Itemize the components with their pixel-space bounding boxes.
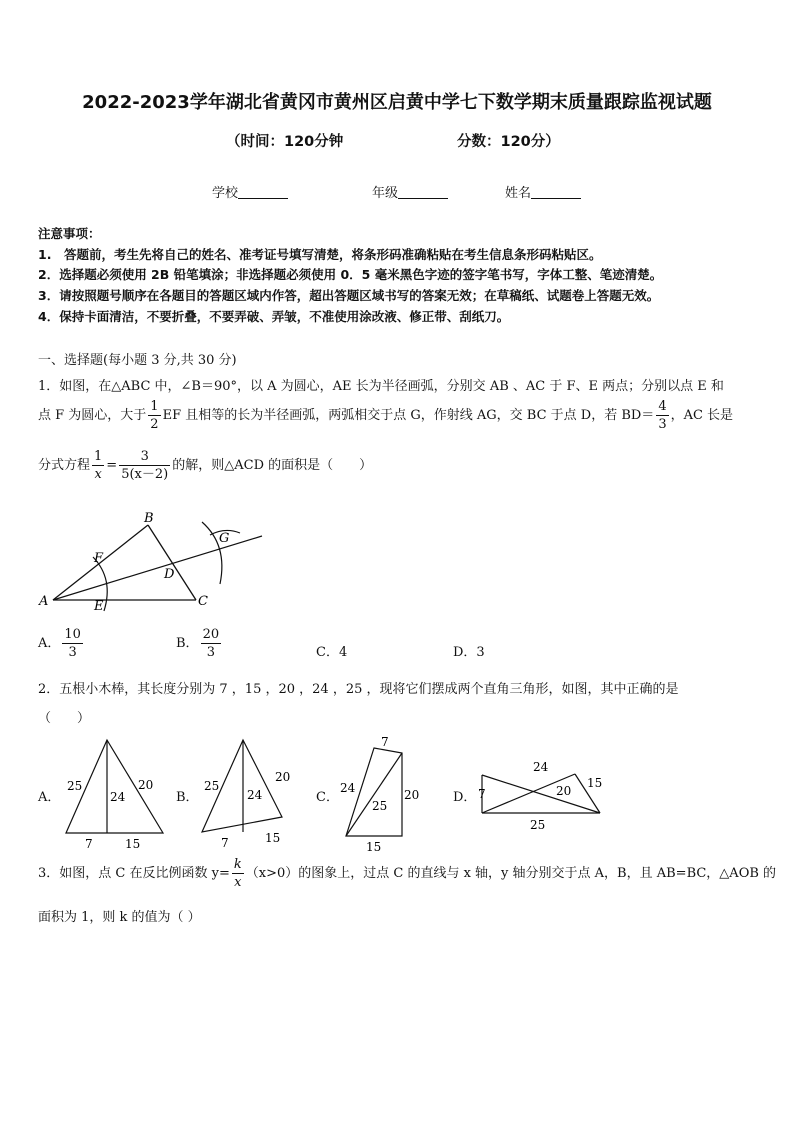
q1-line1: 1．如图，在△ABC 中，∠B＝90°，以 A 为圆心，AE 长为半径画弧，分别交 AB 、AC 于 F、E 两点；分别以点 E 和 — [38, 379, 724, 394]
q2-line2: （ ） — [38, 711, 91, 726]
side-label: 15 — [125, 837, 141, 850]
side-label: 24 — [340, 781, 356, 795]
side-label: 25 — [204, 779, 220, 793]
frac-numerator: 3 — [119, 450, 170, 466]
label-b: B — [144, 511, 154, 526]
q3-line1-a: 3．如图，点 C 在反比例函数 y= — [38, 866, 230, 881]
side-label: 20 — [404, 788, 420, 802]
q1-line2-a: 点 F 为圆心，大于 — [38, 408, 147, 423]
q2-line1: 2．五根小木棒，其长度分别为 7 ，15 ，20 ，24 ，25 ，现将它们摆成两个直角三角形，如图，其中正确的是 — [38, 682, 679, 697]
label-a: A — [39, 594, 49, 609]
frac-denominator: 5(x－2) — [121, 467, 169, 482]
diagonal-1 — [482, 775, 603, 813]
q1-line2 — [38, 400, 733, 431]
school-blank — [238, 185, 288, 199]
q1-option-a[interactable] — [38, 628, 85, 659]
label-e: E — [94, 599, 104, 614]
frac-numerator: 1 — [94, 449, 103, 464]
frac-denominator: 3 — [206, 645, 215, 660]
name-blank — [531, 185, 581, 199]
q2-option-a-label[interactable]: A． — [38, 790, 61, 805]
school-field — [212, 182, 288, 201]
notice-item-3: 3．请按照题号顺序在各题目的答题区域内作答，超出答题区域书写的答案无效；在草稿纸、试题卷上答题无效。 — [38, 288, 660, 303]
side-label: 20 — [556, 784, 572, 798]
notice-heading: 注意事项： — [38, 226, 101, 241]
q2-option-c-label[interactable]: C． — [316, 790, 339, 805]
section-heading: 一、选择题(每小题 3 分,共 30 分) — [38, 353, 237, 368]
time-label: （时间：120分钟 — [226, 134, 344, 150]
notice-item-2: 2．选择题必须使用 2B 铅笔填涂；非选择题必须使用 0．5 毫米黑色字迹的签字笔书写，字体工整、笔迹清楚。 — [38, 267, 663, 282]
side-label: 7 — [478, 787, 486, 801]
frac-numerator: 10 — [64, 627, 81, 642]
q2-figure-c — [336, 732, 436, 854]
q1-frac-3 — [119, 450, 170, 481]
side-label: 24 — [533, 760, 549, 774]
q1-frac-1x — [92, 450, 104, 481]
q1-frac-bd — [656, 400, 668, 431]
side-label: 7 — [221, 836, 229, 850]
q1-option-d[interactable]: D．3 — [453, 645, 485, 660]
side-label: 20 — [138, 778, 154, 792]
q3-frac-kx — [232, 858, 244, 889]
side-label: 15 — [265, 831, 281, 845]
q1-line3-a: 分式方程 — [38, 458, 91, 473]
q3-line2: 面积为 1，则 k 的值为（ ） — [38, 910, 201, 925]
q1-option-c[interactable]: C．4 — [316, 645, 348, 660]
side-label: 15 — [366, 840, 382, 854]
side-label: 25 — [67, 779, 83, 793]
frac-numerator: k — [233, 857, 242, 872]
option-label: B． — [176, 636, 199, 651]
q2-option-b-label[interactable]: B． — [176, 790, 199, 805]
exam-title: 2022-2023学年湖北省黄冈市黄州区启黄中学七下数学期末质量跟踪监视试题 — [82, 92, 712, 113]
frac-denominator: x — [234, 875, 242, 890]
side-label: 25 — [530, 818, 546, 832]
side-label: 25 — [372, 799, 388, 813]
label-f: F — [94, 551, 104, 566]
side-label: 15 — [587, 776, 603, 790]
side-label: 7 — [381, 735, 389, 749]
name-field — [505, 182, 581, 201]
q3-line1 — [38, 858, 776, 889]
score-label: 分数：120分） — [457, 134, 560, 150]
side-label: 24 — [247, 788, 263, 802]
grade-label: 年级 — [372, 186, 399, 201]
frac-denominator: x — [94, 467, 102, 482]
label-g: G — [219, 531, 230, 546]
notice-item-1: 1. 答题前，考生先将自己的姓名、准考证号填写清楚，将条形码准确粘贴在考生信息条形码粘贴区。 — [38, 247, 602, 262]
q2-figure-b — [196, 735, 306, 850]
grade-blank — [398, 185, 448, 199]
q1-line2-b: EF 且相等的长为半径画弧，两弧相交于点 G，作射线 AG，交 BC 于点 D，若 BD＝ — [162, 408, 655, 423]
segment-bc — [148, 525, 196, 600]
frac-numerator: 1 — [150, 399, 159, 414]
q1-figure — [30, 505, 275, 615]
q2-figure-d — [474, 755, 614, 835]
q3-line1-b: （x>0）的图象上，过点 C 的直线与 x 轴，y 轴分别交于点 A，B，且 AB=BC，△AOB 的 — [245, 866, 777, 881]
q1-line3-b: 的解，则△ACD 的面积是（ ） — [172, 458, 373, 473]
label-c: C — [198, 594, 208, 609]
notice-item-4: 4．保持卡面清洁，不要折叠，不要弄破、弄皱，不准使用涂改液、修正带、刮纸刀。 — [38, 309, 510, 324]
q1-line2-c: ，AC 长是 — [670, 408, 734, 423]
frac-denominator: 2 — [150, 417, 159, 432]
frac-denominator: 3 — [658, 417, 667, 432]
label-d: D — [164, 567, 175, 582]
equals-sign: = — [106, 458, 118, 473]
q1-option-b[interactable] — [176, 628, 223, 659]
side-label: 20 — [275, 770, 291, 784]
q2-figure-a — [60, 735, 170, 850]
option-b-frac — [201, 628, 222, 659]
frac-numerator: 4 — [658, 399, 667, 414]
side-label: 24 — [110, 790, 126, 804]
school-label: 学校 — [212, 186, 239, 201]
frac-denominator: 3 — [68, 645, 77, 660]
q2-option-d-label[interactable]: D． — [453, 790, 477, 805]
option-label: A． — [38, 636, 61, 651]
grade-field — [372, 182, 448, 201]
frac-numerator: 20 — [202, 627, 220, 642]
side-label: 7 — [85, 837, 93, 850]
q1-line3 — [38, 450, 372, 481]
q1-frac-half — [148, 400, 160, 431]
ray-ag — [53, 536, 262, 600]
name-label: 姓名 — [505, 186, 532, 201]
option-a-frac — [62, 628, 83, 659]
